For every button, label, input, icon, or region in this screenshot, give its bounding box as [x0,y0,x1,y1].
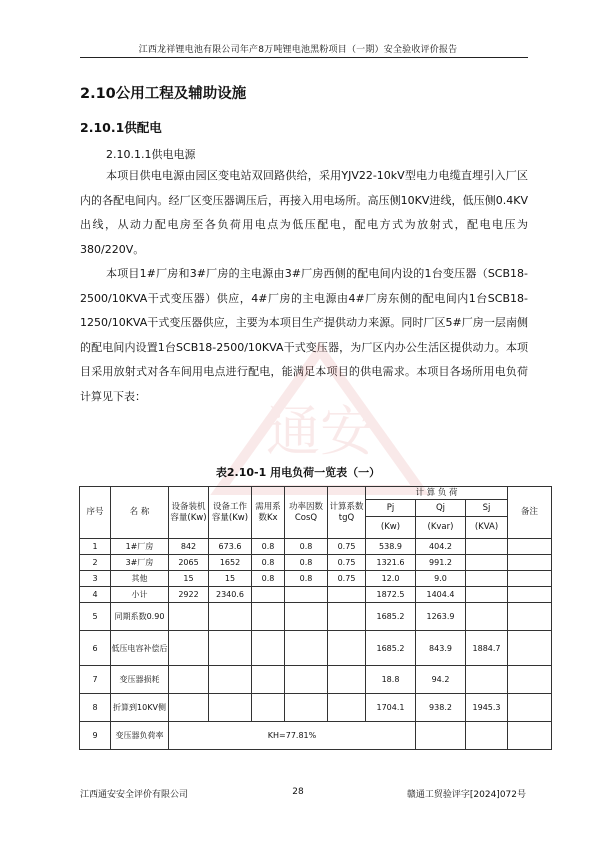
cell-pj: 18.8 [366,666,416,694]
cell-name: 3#厂房 [111,555,169,571]
header-working: 设备工作容量(Kw) [209,487,252,539]
cell-working: 673.6 [209,539,252,555]
table-row [80,571,552,587]
cell-sj [466,571,508,587]
header-tg: 计算系数tgQ [328,487,366,539]
cell-sj: 1884.7 [466,631,508,666]
cell-tg: 0.75 [328,539,366,555]
cell-working: 1652 [209,555,252,571]
load-table [79,486,552,750]
cell-cos [285,587,328,603]
subsubsection-title: 2.10.1.1供电电源 [106,148,196,161]
table-caption: 表2.10-1 用电负荷一览表（一） [215,466,381,479]
table-row [80,539,552,555]
cell-cos: 0.8 [285,539,328,555]
cell-kx [252,694,285,722]
cell-working [209,666,252,694]
cell-tg [328,631,366,666]
cell-name: 折算到10KV侧 [111,694,169,722]
cell-sj [466,587,508,603]
header-qj: Qj [416,500,466,517]
cell-installed: 2922 [169,587,209,603]
table-row [80,694,552,722]
cell-sj: 1945.3 [466,694,508,722]
section-title: 2.10公用工程及辅助设施 [80,86,247,102]
cell-working: 2340.6 [209,587,252,603]
cell-pj: 1685.2 [366,603,416,631]
cell-installed [169,631,209,666]
cell-no: 1 [80,539,111,555]
cell-note [508,571,552,587]
cell-cos: 0.8 [285,555,328,571]
cell-tg [328,694,366,722]
header-sj: Sj [466,500,508,517]
header-pj: Pj [366,500,416,517]
header-sj-unit: (KVA) [466,517,508,539]
cell-cos [285,666,328,694]
cell-qj: 1404.4 [416,587,466,603]
paragraph-transformers: 本项目1#厂房和3#厂房的主电源由3#厂房西侧的配电间内设的1台变压器（SCB18-2500/10KVA干式变压器）供应，4#厂房的主电源由4#厂房东侧的配电间内1台SCB18-1250/10KVA干式变压器供应，主要为本项目生产提供动力来源。同时厂区5#厂房一层南侧的配电间内设置1台SCB18-2500/10KVA干式变压器，为厂区内办公生活区提供动力。本项目采用放射式对各车间用电点进行配电，能满足本项目的供电需求。本项目各场所用电负荷计算见下表： [80,267,528,403]
cell-pj: 1685.2 [366,631,416,666]
cell-note [508,694,552,722]
cell-name: 其他 [111,571,169,587]
cell-no: 9 [80,722,111,750]
cell-name: 同期系数0.90 [111,603,169,631]
cell-no: 4 [80,587,111,603]
cell-name: 变压器损耗 [111,666,169,694]
svg-text:通安: 通安 [266,400,374,463]
header-kx: 需用系数Kx [252,487,285,539]
cell-no: 3 [80,571,111,587]
cell-tg [328,666,366,694]
cell-pj: 1321.6 [366,555,416,571]
table-row [80,722,552,750]
cell-pj: 1704.1 [366,694,416,722]
cell-note [508,587,552,603]
cell-kx [252,587,285,603]
footer-report-number: 赣通工贸验评字[2024]072号 [406,790,526,800]
page-header: 江西龙祥锂电池有限公司年产8万吨锂电池黑粉项目（一期）安全验收评价报告 [138,45,458,55]
cell-qj: 9.0 [416,571,466,587]
cell-note [508,555,552,571]
footer-page-number: 28 [292,787,304,797]
cell-installed [169,666,209,694]
cell-name: 变压器负荷率 [111,722,169,750]
cell-qj: 404.2 [416,539,466,555]
cell-installed [169,603,209,631]
cell-installed: 842 [169,539,209,555]
cell-no: 5 [80,603,111,631]
cell-no: 8 [80,694,111,722]
cell-pj: 1872.5 [366,587,416,603]
header-name: 名 称 [111,487,169,539]
cell-load-rate: KH=77.81% [169,722,416,750]
cell-tg [328,587,366,603]
header-installed: 设备装机容量(Kw) [169,487,209,539]
cell-no: 6 [80,631,111,666]
cell-note [508,631,552,666]
header-cos: 功率因数CosQ [285,487,328,539]
cell-cos: 0.8 [285,571,328,587]
cell-no: 7 [80,666,111,694]
cell-name: 1#厂房 [111,539,169,555]
cell-kx [252,631,285,666]
header-divider [80,57,528,58]
cell-working [209,603,252,631]
cell-name: 低压电容补偿后 [111,631,169,666]
cell-sj [466,666,508,694]
cell-note [508,539,552,555]
cell-qj: 938.2 [416,694,466,722]
cell-kx: 0.8 [252,571,285,587]
table-row [80,603,552,631]
cell-installed: 15 [169,571,209,587]
cell-sj [466,555,508,571]
cell-qj: 94.2 [416,666,466,694]
cell-qj: 1263.9 [416,603,466,631]
cell-working [209,694,252,722]
table-row [80,587,552,603]
cell-note [508,666,552,694]
cell-cos [285,631,328,666]
cell-cos [285,603,328,631]
cell-sj [466,539,508,555]
subsection-title: 2.10.1供配电 [80,120,162,135]
table-row [80,555,552,571]
cell-tg [328,603,366,631]
cell-kx [252,666,285,694]
cell-installed [169,694,209,722]
cell-tg: 0.75 [328,571,366,587]
cell-note [508,603,552,631]
cell-tg: 0.75 [328,555,366,571]
cell-working [209,631,252,666]
cell-kx: 0.8 [252,555,285,571]
cell-working: 15 [209,571,252,587]
cell-name: 小计 [111,587,169,603]
cell-no: 2 [80,555,111,571]
header-qj-unit: (Kvar) [416,517,466,539]
cell-pj: 538.9 [366,539,416,555]
cell-sj [466,603,508,631]
header-note: 备注 [508,487,552,539]
header-calc-load: 计 算 负 荷 [366,487,508,500]
footer-company: 江西通安安全评价有限公司 [80,790,189,800]
cell-kx [252,603,285,631]
table-row [80,666,552,694]
header-pj-unit: (Kw) [366,517,416,539]
header-no: 序号 [80,487,111,539]
table-row [80,631,552,666]
cell-qj: 991.2 [416,555,466,571]
cell-installed: 2065 [169,555,209,571]
cell-pj: 12.0 [366,571,416,587]
paragraph-power-source: 本项目供电电源由园区变电站双回路供给，采用YJV22-10kV型电力电缆直埋引入厂区内的各配电间内。经厂区变压器调压后，再接入用电场所。高压侧10KV进线，低压侧0.4KV出线，从动力配电房至各负荷用电点为低压配电，配电方式为放射式，配电电压为380/220V。 [80,169,528,256]
cell-kx: 0.8 [252,539,285,555]
cell-qj: 843.9 [416,631,466,666]
cell-cos [285,694,328,722]
